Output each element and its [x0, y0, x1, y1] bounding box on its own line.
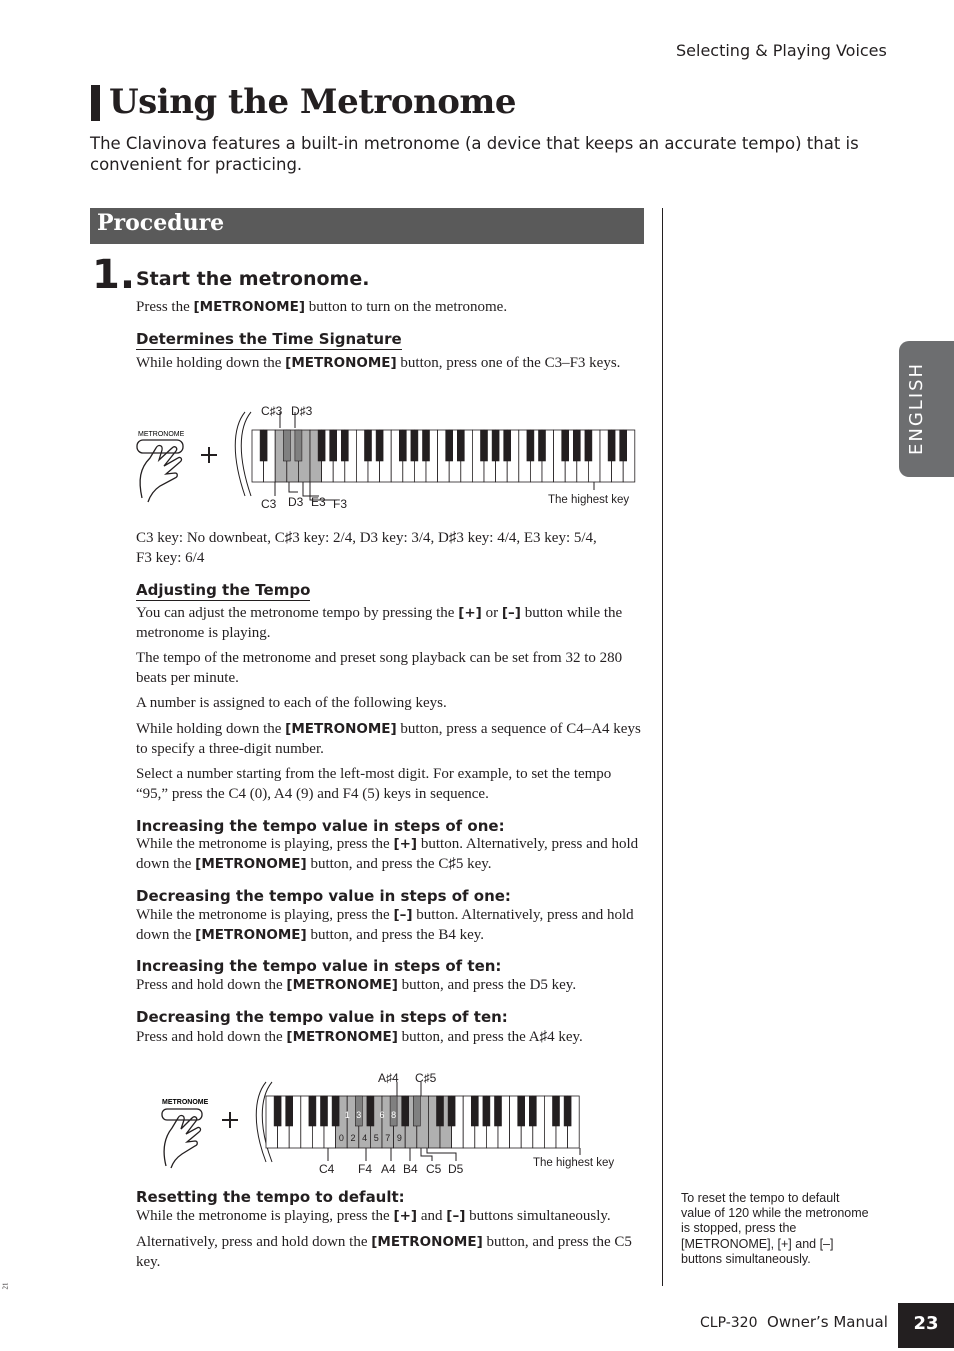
black-key — [399, 430, 406, 461]
black-key-digit: 3 — [356, 1110, 362, 1120]
keyboard-figure-time-signature — [120, 398, 650, 518]
black-key — [495, 1096, 502, 1126]
tempo-paragraph-1: You can adjust the metronome tempo by pressing the [+] or [–] button while the metronome is playing. — [136, 605, 623, 641]
label-asharp4: A♯4 — [378, 1071, 399, 1085]
label-csharp3: C♯3 — [261, 404, 283, 418]
step-text: Press the [METRONOME] button to turn on the metronome. — [136, 299, 508, 315]
step-number: 1. — [92, 252, 136, 298]
label-d3: D3 — [288, 495, 304, 509]
white-key-digit: 9 — [396, 1133, 402, 1143]
black-key — [411, 430, 418, 461]
black-key — [564, 1096, 571, 1126]
label-dsharp3: D♯3 — [291, 404, 313, 418]
black-key — [423, 430, 430, 461]
black-key-digit: 6 — [379, 1110, 385, 1120]
increase-one-heading: Increasing the tempo value in steps of one: — [136, 817, 505, 835]
black-key — [481, 430, 488, 461]
white-key-digit: 2 — [350, 1133, 356, 1143]
time-signature-text: While holding down the [METRONOME] button, press one of the C3–F3 keys. — [136, 355, 621, 371]
black-key — [539, 430, 546, 461]
language-tab-label: ENGLISH — [906, 361, 927, 455]
reset-text-2: Alternatively, press and hold down the [METRONOME] button, and press the C5 key. — [136, 1234, 632, 1270]
reset-heading: Resetting the tempo to default: — [136, 1188, 405, 1206]
title-bar-accent — [91, 85, 100, 121]
increase-ten-text: Press and hold down the [METRONOME] button, and press the D5 key. — [136, 977, 577, 993]
procedure-label: Procedure — [97, 210, 225, 236]
label-b4: B4 — [403, 1162, 418, 1176]
black-key — [295, 430, 302, 461]
metronome-button-label: METRONOME — [138, 431, 185, 438]
metronome-button-label: METRONOME — [162, 1099, 209, 1106]
black-key — [492, 430, 499, 461]
black-key — [448, 1096, 455, 1126]
side-note: To reset the tempo to default value of 120 while the metronome is stopped, press the [METRONOME], [+] and [–] buttons simultaneously. — [681, 1191, 869, 1266]
black-key — [529, 1096, 536, 1126]
tempo-paragraph-5: Select a number starting from the left-most digit. For example, to set the tempo “95,” press the C4 (0), A4 (9) and F4 (5) keys in sequence. — [136, 766, 612, 802]
black-key — [274, 1096, 281, 1126]
black-key — [309, 1096, 316, 1126]
page-number: 23 — [898, 1303, 954, 1348]
black-key — [330, 430, 337, 461]
adjusting-tempo-heading: Adjusting the Tempo — [136, 581, 311, 599]
label-f3: F3 — [333, 497, 348, 511]
white-key-digit: 7 — [385, 1133, 391, 1143]
metronome-button-illustration — [137, 440, 183, 502]
black-key — [437, 1096, 444, 1126]
black-key — [376, 430, 383, 461]
black-key-digit: 8 — [391, 1110, 397, 1120]
black-key — [365, 430, 372, 461]
label-f4: F4 — [358, 1162, 373, 1176]
black-key — [367, 1096, 374, 1126]
black-key — [585, 430, 592, 461]
decrease-one-heading: Decreasing the tempo value in steps of one: — [136, 887, 511, 905]
margin-mark: 21 — [1, 1282, 10, 1290]
highest-key-label: The highest key — [533, 1157, 615, 1169]
black-key — [446, 430, 453, 461]
black-key — [318, 430, 325, 461]
plus-sign-icon — [201, 447, 217, 463]
column-divider — [662, 208, 663, 1286]
increase-ten-heading: Increasing the tempo value in steps of ten: — [136, 957, 502, 975]
black-key — [573, 430, 580, 461]
tempo-paragraph-3: A number is assigned to each of the following keys. — [136, 695, 447, 711]
label-e3: E3 — [311, 495, 326, 509]
black-key — [471, 1096, 478, 1126]
label-csharp5: C♯5 — [415, 1071, 437, 1085]
black-key — [341, 430, 348, 461]
black-key — [562, 430, 569, 461]
label-c4: C4 — [319, 1162, 335, 1176]
decrease-one-text: While the metronome is playing, press the [–] button. Alternatively, press and hold down the [METRONOME] button, and press the B4 key. — [136, 907, 634, 943]
black-key — [483, 1096, 490, 1126]
metronome-button-illustration — [162, 1109, 202, 1168]
decrease-ten-heading: Decreasing the tempo value in steps of ten: — [136, 1008, 508, 1026]
step-heading: Start the metronome. — [136, 268, 370, 290]
keyboard-figure-tempo — [140, 1066, 650, 1184]
black-key — [527, 430, 534, 461]
black-key — [553, 1096, 560, 1126]
reset-text-1: While the metronome is playing, press the [+] and [–] buttons simultaneously. — [136, 1208, 611, 1224]
highest-key-label: The highest key — [548, 494, 630, 506]
black-key — [620, 430, 627, 461]
plus-sign-icon — [222, 1112, 238, 1128]
tempo-paragraph-4: While holding down the [METRONOME] button, press a sequence of C4–A4 keys to specify a three-digit number. — [136, 721, 641, 757]
decrease-ten-text: Press and hold down the [METRONOME] button, and press the A♯4 key. — [136, 1029, 583, 1045]
running-head: Selecting & Playing Voices — [676, 41, 887, 60]
black-key — [608, 430, 615, 461]
black-key — [402, 1096, 409, 1126]
white-key-digit: 0 — [338, 1133, 344, 1143]
tempo-paragraph-2: The tempo of the metronome and preset song playback can be set from 32 to 280 beats per minute. — [136, 650, 623, 686]
black-key — [321, 1096, 328, 1126]
white-key-digit: 4 — [362, 1133, 368, 1143]
piano-keys-2 — [266, 1096, 579, 1148]
black-key — [457, 430, 464, 461]
black-key-digit: 1 — [344, 1110, 350, 1120]
piano-keys-1 — [252, 430, 635, 482]
label-d5: D5 — [448, 1162, 464, 1176]
white-key-digit: 5 — [373, 1133, 379, 1143]
intro-paragraph: The Clavinova features a built-in metronome (a device that keeps an accurate tempo) that is convenient for practicing. — [90, 134, 859, 174]
label-c5: C5 — [426, 1162, 442, 1176]
black-key — [518, 1096, 525, 1126]
black-key — [332, 1096, 339, 1126]
black-key — [260, 430, 267, 461]
time-signature-keys-note: C3 key: No downbeat, C♯3 key: 2/4, D3 key: 3/4, D♯3 key: 4/4, E3 key: 5/4, F3 key: 6/4 — [136, 530, 597, 566]
label-c3: C3 — [261, 497, 277, 511]
black-key — [283, 430, 290, 461]
footer: CLP-320 Owner’s Manual — [700, 1313, 888, 1331]
black-key — [413, 1096, 420, 1126]
label-a4: A4 — [381, 1162, 396, 1176]
increase-one-text: While the metronome is playing, press the [+] button. Alternatively, press and hold down the [METRONOME] button, and press the C♯5 key. — [136, 836, 639, 872]
black-key — [286, 1096, 293, 1126]
page-title: Using the Metronome — [109, 82, 516, 122]
time-signature-heading: Determines the Time Signature — [136, 330, 402, 348]
black-key — [504, 430, 511, 461]
